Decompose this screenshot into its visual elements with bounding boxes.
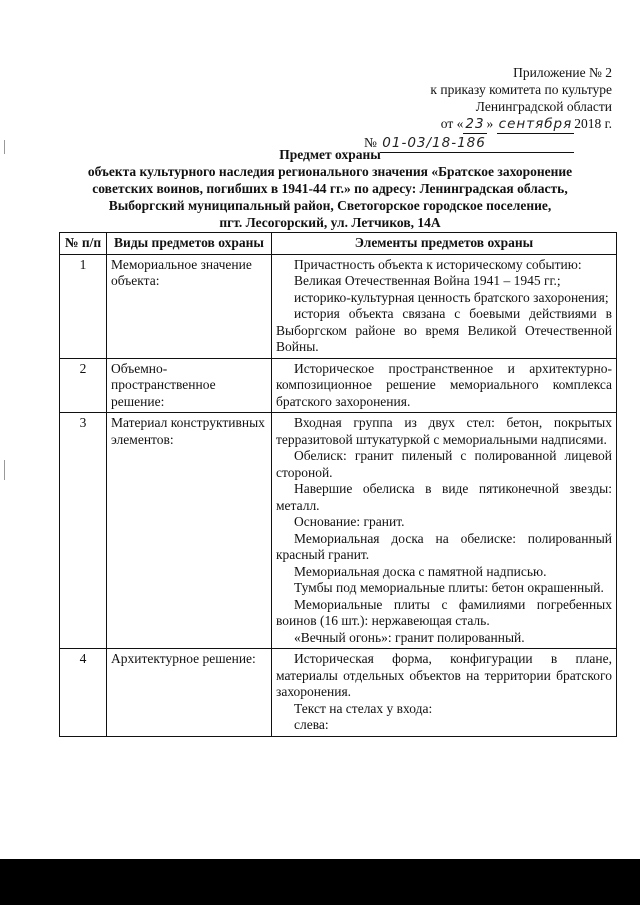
row-kind: Архитектурное решение: — [107, 649, 272, 737]
date-day-handwritten: 23 — [465, 116, 485, 132]
element-para: Основание: гранит. — [294, 514, 405, 529]
element-para: историко-культурная ценность братского захоронения; — [294, 289, 609, 305]
date-month-handwritten: сентября — [498, 116, 573, 132]
element-para: Навершие обелиска в виде пятиконечной звезды: металл. — [276, 481, 612, 513]
element-para: Обелиск: гранит пиленый с полированной лицевой стороной. — [276, 448, 612, 480]
annex-title: Приложение № 2 — [513, 65, 612, 80]
title-line-2: объекта культурного наследия регионального значения «Братское захоронение — [87, 164, 573, 179]
element-para: Причастность объекта к историческому событию: — [294, 256, 582, 272]
row-num: 2 — [60, 358, 107, 413]
table-row — [60, 649, 617, 737]
row-num: 1 — [60, 254, 107, 358]
annex-region: Ленинградской области — [475, 99, 612, 114]
element-para: Мемориальная доска с памятной надписью. — [294, 563, 547, 579]
element-para: Текст на стелах у входа: — [294, 700, 433, 716]
element-para: Мемориальные плиты с фамилиями погребенных воинов (16 шт.): нержавеющая сталь. — [276, 596, 612, 628]
element-para: Входная группа из двух стел: бетон, покрытых терразитовой штукатуркой с мемориальными надписями. — [276, 415, 612, 447]
table-row — [60, 254, 617, 358]
margin-mark-top — [4, 140, 5, 154]
header-elements: Элементы предметов охраны — [272, 233, 617, 255]
date-prefix: от « — [440, 116, 464, 131]
row-kind: Мемориальное значение объекта: — [107, 254, 272, 358]
title-line-1: Предмет охраны — [279, 147, 381, 162]
date-year: 2018 г. — [574, 116, 612, 131]
element-para: Историческое пространственное и архитектурно-композиционное решение мемориального комплекса братского захоронения. — [276, 360, 612, 409]
element-para: Мемориальная доска на обелиске: полированный красный гранит. — [276, 530, 612, 562]
element-para: «Вечный огонь»: гранит полированный. — [294, 629, 525, 645]
element-para: история объекта связана с боевыми действиями в Выборгском районе во время Великой Отечественной Войны. — [276, 306, 612, 354]
annex-date — [352, 115, 612, 134]
annex-order-ref: к приказу комитета по культуре — [430, 82, 612, 97]
row-elements — [272, 358, 617, 413]
date-mid: » — [486, 116, 494, 131]
title-line-4: Выборгский муниципальный район, Светогорское городское поселение, — [108, 198, 552, 213]
row-kind: Объемно-пространственное решение: — [107, 358, 272, 413]
document-title — [40, 146, 620, 231]
scan-bottom-edge — [0, 859, 640, 905]
row-kind: Материал конструктивных элементов: — [107, 413, 272, 649]
table-row — [60, 358, 617, 413]
table-row — [60, 413, 617, 649]
row-num: 4 — [60, 649, 107, 737]
element-para: Тумбы под мемориальные плиты: бетон окрашенный. — [294, 580, 604, 595]
annex-block — [352, 64, 612, 153]
table-header-row — [60, 233, 617, 255]
element-para: Историческая форма, конфигурации в плане, материалы отдельных объектов на территории братского захоронения. — [276, 651, 612, 699]
number-handwritten: 01-03/18-186 — [380, 135, 574, 153]
element-para: слева: — [294, 717, 329, 732]
row-elements — [272, 254, 617, 358]
protection-table — [59, 232, 617, 737]
header-num: № п/п — [60, 233, 107, 255]
row-num: 3 — [60, 413, 107, 649]
row-elements — [272, 413, 617, 649]
header-kind: Виды предметов охраны — [107, 233, 272, 255]
element-para: Великая Отечественная Война 1941 – 1945 гг.; — [294, 273, 561, 288]
number-prefix: № — [364, 135, 377, 150]
title-line-5: пгт. Лесогорский, ул. Летчиков, 14А — [219, 215, 441, 230]
title-line-3: советских воинов, погибших в 1941-44 гг.» по адресу: Ленинградская область, — [92, 181, 568, 196]
row-elements — [272, 649, 617, 737]
margin-mark-middle — [4, 460, 5, 480]
